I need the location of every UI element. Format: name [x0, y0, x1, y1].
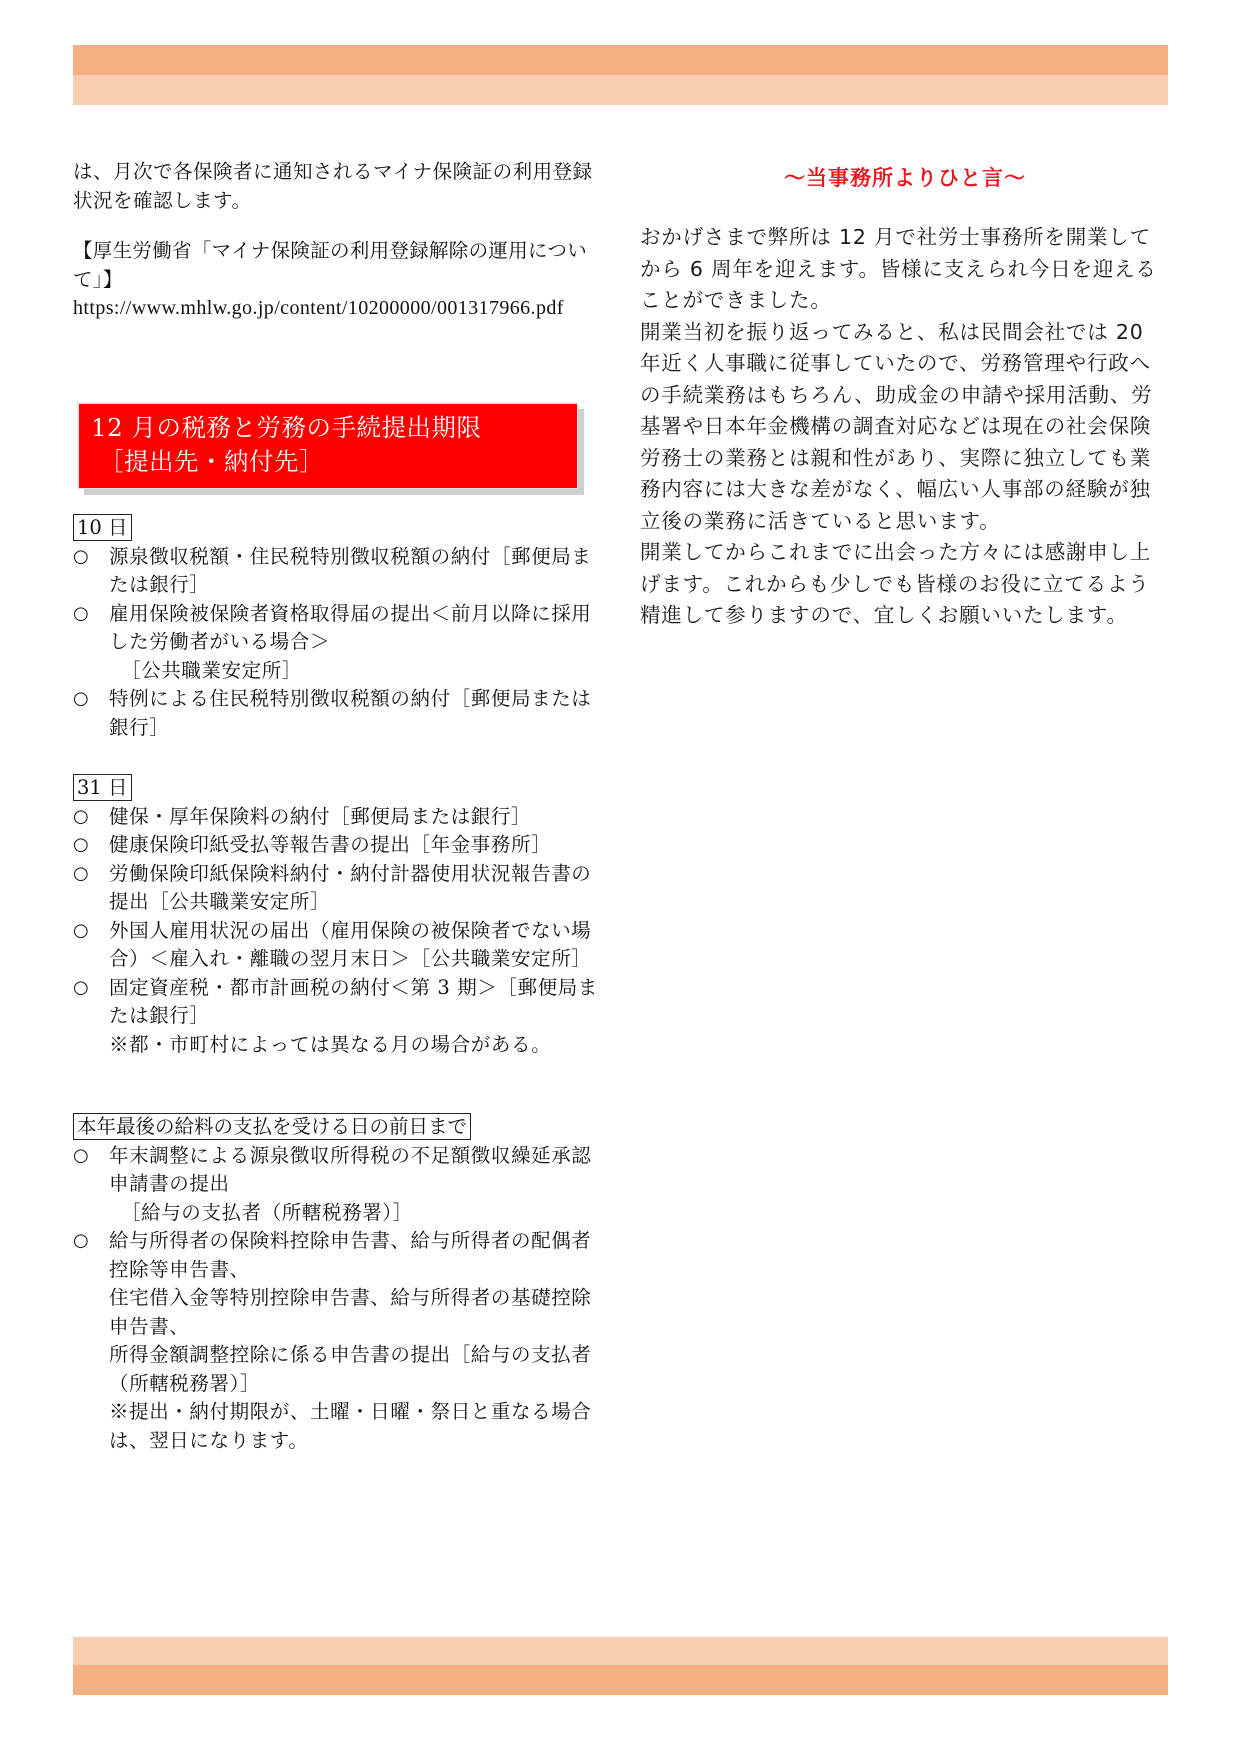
bullet-icon: ○ — [73, 919, 90, 941]
item-sub: ［公共職業安定所］ — [121, 658, 302, 682]
list-item — [73, 1227, 603, 1455]
section-label: 31 日 — [73, 774, 132, 801]
deadline-heading — [78, 403, 578, 489]
bullet-icon: ○ — [73, 1230, 90, 1251]
bullet-icon: ○ — [73, 602, 90, 624]
item-text: 労働保険印紙保険料納付・納付計器使用状況報告書の提出［公共職業安定所］ — [109, 861, 592, 913]
list-item — [73, 803, 603, 832]
deadline-heading-line1: 12 月の税務と労務の手続提出期限 — [91, 413, 482, 442]
item-text: 源泉徴収税額・住民税特別徴収税額の納付［郵便局または銀行］ — [109, 544, 592, 596]
greeting-paragraph: 開業当初を振り返ってみると、私は民間会社では 20 年近く人事職に従事していたので、労務管理や行政への手続業務はもちろん、助成金の申請や採用活動、労基署や日本年金機構の調査対応などは現在の社会保険労務士の業務とは親和性があり、実際に独立しても業務内容には大きな差がなく、幅広い人事部の経験が独立後の業務に活きていると思います。 — [640, 319, 1153, 533]
reference-url[interactable]: https://www.mhlw.go.jp/content/10200000/001317966.pdf — [73, 297, 564, 319]
item-sub: ［給与の支払者（所轄税務署）］ — [121, 1200, 413, 1224]
deadline-list — [73, 803, 603, 1060]
list-item — [73, 831, 603, 860]
item-note: ※都・市町村によっては異なる月の場合がある。 — [109, 1032, 552, 1056]
section-label: 10 日 — [73, 514, 132, 541]
list-item — [73, 974, 603, 1060]
bullet-icon: ○ — [73, 834, 90, 855]
greeting-paragraph: 開業してからこれまでに出会った方々には感謝申し上げます。これからも少しでも皆様のお役に立てるよう精進して参りますので、宜しくお願いいたします。 — [640, 540, 1152, 627]
list-item — [73, 860, 603, 917]
deadline-heading-line2: ［提出先・納付先］ — [99, 447, 324, 476]
greeting-paragraph: おかげさまで弊所は 12 月で社労士事務所を開業してから 6 周年を迎えます。皆様に支えられ今日を迎えることができました。 — [640, 225, 1157, 312]
item-text: 雇用保険被保険者資格取得届の提出＜前月以降に採用した労働者がいる場合＞ — [109, 601, 592, 653]
item-text: 特例による住民税特別徴収税額の納付［郵便局または銀行］ — [109, 687, 592, 739]
deadline-list — [73, 1142, 603, 1456]
item-text: 固定資産税・都市計画税の納付＜第 3 期＞［郵便局または銀行］ — [109, 975, 598, 1027]
footer-band-light — [73, 1637, 1168, 1665]
greeting-body — [640, 222, 1170, 632]
header-band-light — [73, 75, 1168, 105]
intro-text: は、月次で各保険者に通知されるマイナ保険証の利用登録状況を確認します。 — [73, 160, 593, 212]
bullet-icon: ○ — [73, 688, 90, 709]
list-item — [73, 685, 603, 742]
list-item — [73, 1142, 603, 1228]
item-text: 外国人雇用状況の届出（雇用保険の被保険者でない場合）＜雇入れ・離職の翌月末日＞［公共職業安定所］ — [109, 918, 592, 970]
list-item — [73, 543, 603, 600]
bullet-icon: ○ — [73, 1144, 90, 1166]
section-31st — [73, 774, 603, 1059]
bullet-icon: ○ — [73, 976, 90, 998]
deadline-list — [73, 543, 603, 743]
item-text: 健保・厚年保険料の納付［郵便局または銀行］ — [109, 804, 532, 828]
bullet-icon: ○ — [73, 545, 90, 567]
footer-band-dark — [73, 1665, 1168, 1695]
item-note: ※提出・納付期限が、土曜・日曜・祭日と重なる場合は、翌日になります。 — [109, 1400, 592, 1452]
section-10th — [73, 514, 603, 742]
section-last-payday — [73, 1113, 603, 1455]
greeting-title: ～当事務所よりひと言～ — [784, 166, 1026, 190]
section-label: 本年最後の給料の支払を受ける日の前日まで — [73, 1113, 471, 1140]
item-text: 年末調整による源泉徴収所得税の不足額徴収繰延承認申請書の提出 — [109, 1143, 592, 1195]
reference-title: 【厚生労働省「マイナ保険証の利用登録解除の運用について」】 — [73, 239, 588, 291]
item-text-2: 住宅借入金等特別控除申告書、給与所得者の基礎控除申告書、 — [109, 1286, 592, 1338]
item-text: 健康保険印紙受払等報告書の提出［年金事務所］ — [109, 833, 552, 856]
item-text: 給与所得者の保険料控除申告書、給与所得者の配偶者控除等申告書、 — [109, 1229, 592, 1281]
header-band-dark — [73, 45, 1168, 75]
right-column — [640, 158, 1170, 632]
item-text-3: 所得金額調整控除に係る申告書の提出［給与の支払者（所轄税務署）］ — [109, 1343, 592, 1395]
list-item — [73, 917, 603, 974]
left-column — [73, 158, 603, 1452]
bullet-icon: ○ — [73, 805, 90, 827]
bullet-icon: ○ — [73, 862, 90, 884]
list-item — [73, 600, 603, 686]
